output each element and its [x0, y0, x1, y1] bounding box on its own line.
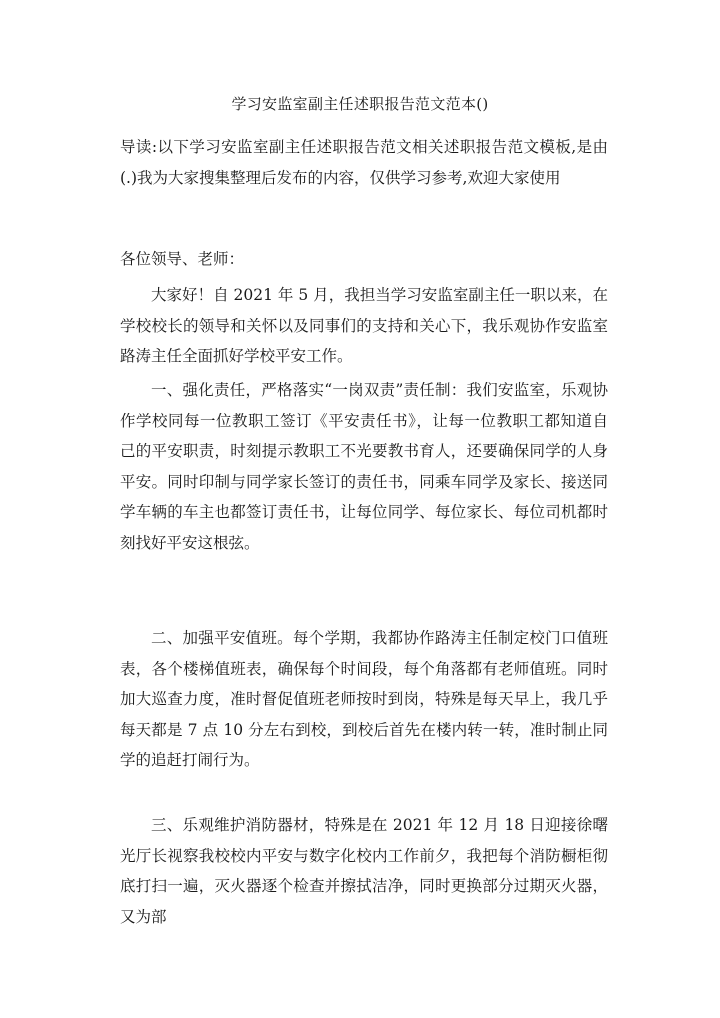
document-title: 学习安监室副主任述职报告范文范本() [231, 95, 489, 113]
salutation: 各位领导、老师： [120, 250, 245, 268]
body-paragraph: 三、乐观维护消防器材，特殊是在 2021 年 12 月 18 日迎接徐曙光厅长视察我校校内平安与数字化校内工作前夕，我把每个消防橱柜彻底打扫一遍，灭火器逐个检查并擦拭洁净，同时更换部分过期灭火器，又为部 [120, 816, 608, 926]
body-paragraph: 二、加强平安值班。每个学期，我都协作路涛主任制定校门口值班表，各个楼梯值班表，确保每个时间段，每个角落都有老师值班。同时加大巡查力度，准时督促值班老师按时到岗，特殊是每天早上，我几乎每天都是 7 点 10 分左右到校，到校后首先在楼内转一转，准时制止同学的追赶打闹行为。 [120, 629, 608, 769]
body-paragraph: 一、强化责任，严格落实“一岗双责”责任制：我们安监室，乐观协作学校同每一位教职工签订《平安责任书》，让每一位教职工都知道自己的平安职责，时刻提示教职工不光要教书育人，还要确保同学的人身平安。同时印制与同学家长签订的责任书，同乘车同学及家长、接送同学车辆的车主也都签订责任书，让每位同学、每位家长、每位司机都时刻找好平安这根弦。 [120, 381, 608, 552]
body-paragraph: 大家好！自 2021 年 5 月，我担当学习安监室副主任一职以来，在学校校长的领导和关怀以及同事们的支持和关心下，我乐观协作安监室路涛主任全面抓好学校平安工作。 [120, 286, 608, 365]
intro-paragraph: 导读:以下学习安监室副主任述职报告范文相关述职报告范文模板,是由(.)我为大家搜集整理后发布的内容，仅供学习参考,欢迎大家使用 [120, 138, 608, 187]
